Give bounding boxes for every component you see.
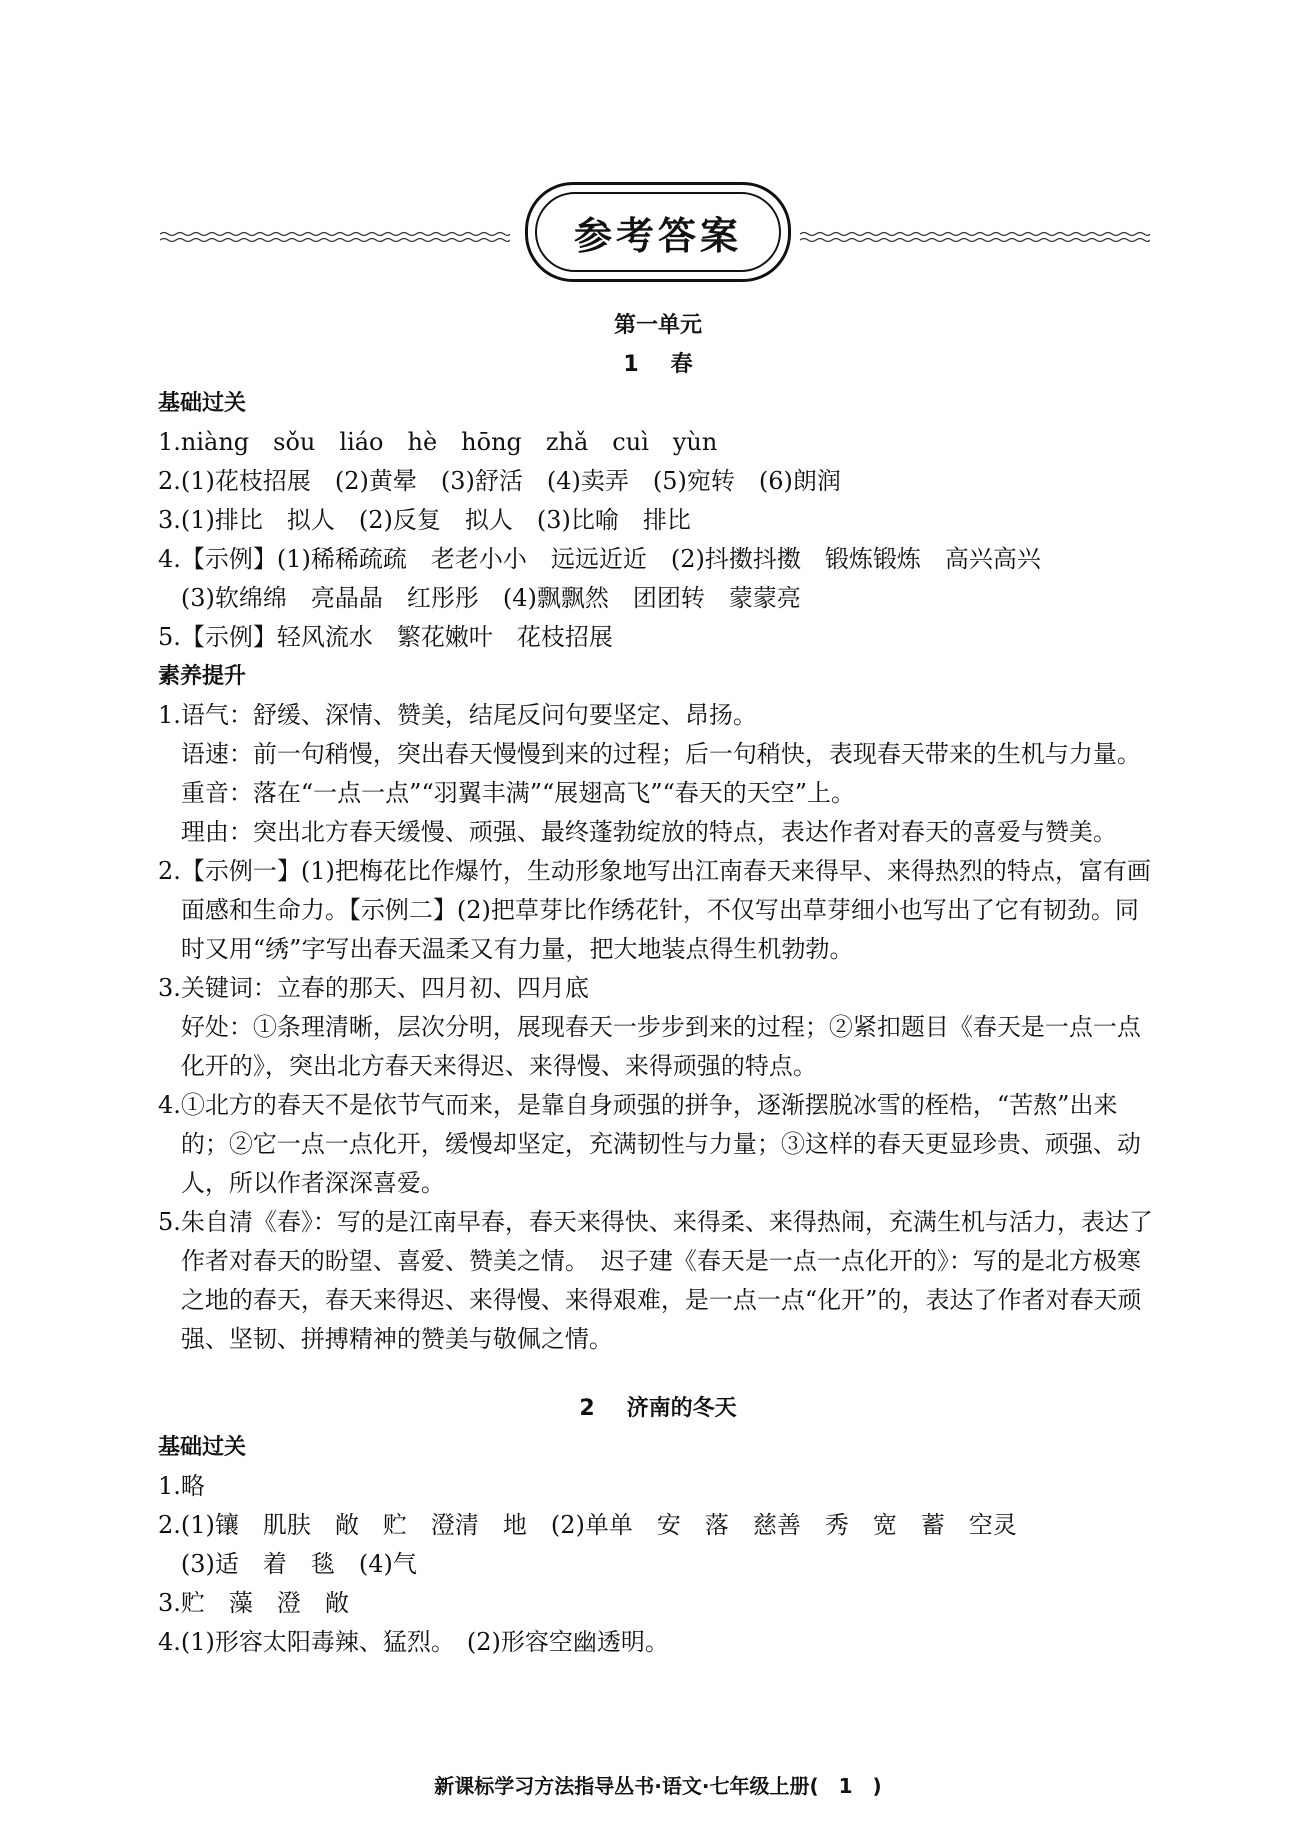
wavy-divider-left: [160, 230, 510, 244]
page-footer: 新课标学习方法指导丛书·语文·七年级上册( 1 ): [434, 1774, 882, 1798]
section-heading: 素养提升: [158, 664, 247, 689]
title-frame: [525, 182, 791, 282]
answer-item: 2. (1)花枝招展 (2)黄晕 (3)舒活 (4)卖弄 (5)宛转 (6)朗润: [158, 467, 841, 495]
lesson-name: 春: [670, 352, 693, 377]
lesson-number: 1: [623, 352, 639, 377]
answer-item: 4. (1)形容太阳毒辣、猛烈。 (2)形容空幽透明。: [158, 1628, 669, 1656]
answer-item: 3. (1)排比 拟人 (2)反复 拟人 (3)比喻 排比: [158, 506, 691, 534]
lesson-name: 济南的冬天: [626, 1396, 737, 1421]
answer-item: 5. 【示例】轻风流水 繁花嫩叶 花枝招展: [158, 623, 613, 651]
answer-item: 1. 语气：舒缓、深情、赞美，结尾反问句要坚定、昂扬。 语速：前一句稍慢，突出春天慢慢到来的过程；后一句稍快，表现春天带来的生机与力量。 重音：落在“一点一点”“羽翼丰满”“展翅高飞”“春天的天空”上。 理由：突出北方春天缓慢、顽强、最终蓬勃绽放的特点，表达作者对春天的喜爱与赞美。: [158, 701, 1141, 846]
answer-item: 1. 略: [158, 1472, 205, 1500]
answer-item: 4. 【示例】(1)稀稀疏疏 老老小小 远远近近 (2)抖擞抖擞 锻炼锻炼 高兴高兴 (3)软绵绵 亮晶晶 红彤彤 (4)飘飘然 团团转 蒙蒙亮: [158, 545, 1041, 612]
answer-item: 3. 贮 藻 澄 敞: [158, 1589, 349, 1617]
answer-item: 1. niàng sǒu liáo hè hōng zhǎ cuì yùn: [158, 428, 718, 456]
section-heading: 基础过关: [158, 391, 247, 416]
answer-item: 4. ①北方的春天不是依节气而来，是靠自身顽强的拼争，逐渐摆脱冰雪的桎梏，“苦熬”出来的；②它一点一点化开，缓慢却坚定，充满韧性与力量；③这样的春天更显珍贵、顽强、动人，所以作者深深喜爱。: [158, 1091, 1141, 1197]
answer-item: 3. 关键词：立春的那天、四月初、四月底 好处：①条理清晰，层次分明，展现春天一步步到来的过程；②紧扣题目《春天是一点一点化开的》，突出北方春天来得迟、来得慢、来得顽强的特点。: [158, 974, 1141, 1080]
title-banner: [160, 180, 1150, 290]
answer-content: [158, 298, 1158, 1662]
lesson-number: 2: [579, 1396, 595, 1421]
wavy-divider-right: [800, 230, 1150, 244]
answer-item: 2. (1)镶 肌肤 敞 贮 澄清 地 (2)单单 安 落 慈善 秀 宽 蓄 空灵 (3)适 着 毯 (4)气: [158, 1511, 1017, 1578]
answer-item: 2. 【示例一】(1)把梅花比作爆竹，生动形象地写出江南春天来得早、来得热烈的特点，富有画面感和生命力。【示例二】(2)把草芽比作绣花针，不仅写出草芽细小也写出了它有韧劲。同时又用“绣”字写出春天温柔又有力量，把大地装点得生机勃勃。: [158, 857, 1151, 963]
unit-title: 第一单元: [613, 313, 702, 338]
answer-item: 5. 朱自清《春》：写的是江南早春，春天来得快、来得柔、来得热闹，充满生机与活力，表达了作者对春天的盼望、喜爱、赞美之情。 迟子建《春天是一点一点化开的》：写的是北方极寒之地的春天，春天来得迟、来得慢、来得艰难，是一点一点“化开”的，表达了作者对春天顽强、坚韧、拼搏精神的赞美与敬佩之情。: [158, 1208, 1153, 1353]
lesson-title: [158, 345, 1158, 384]
section-heading: 基础过关: [158, 1435, 247, 1460]
page-title: 参考答案: [573, 213, 742, 258]
lesson-title: [158, 1389, 1158, 1428]
